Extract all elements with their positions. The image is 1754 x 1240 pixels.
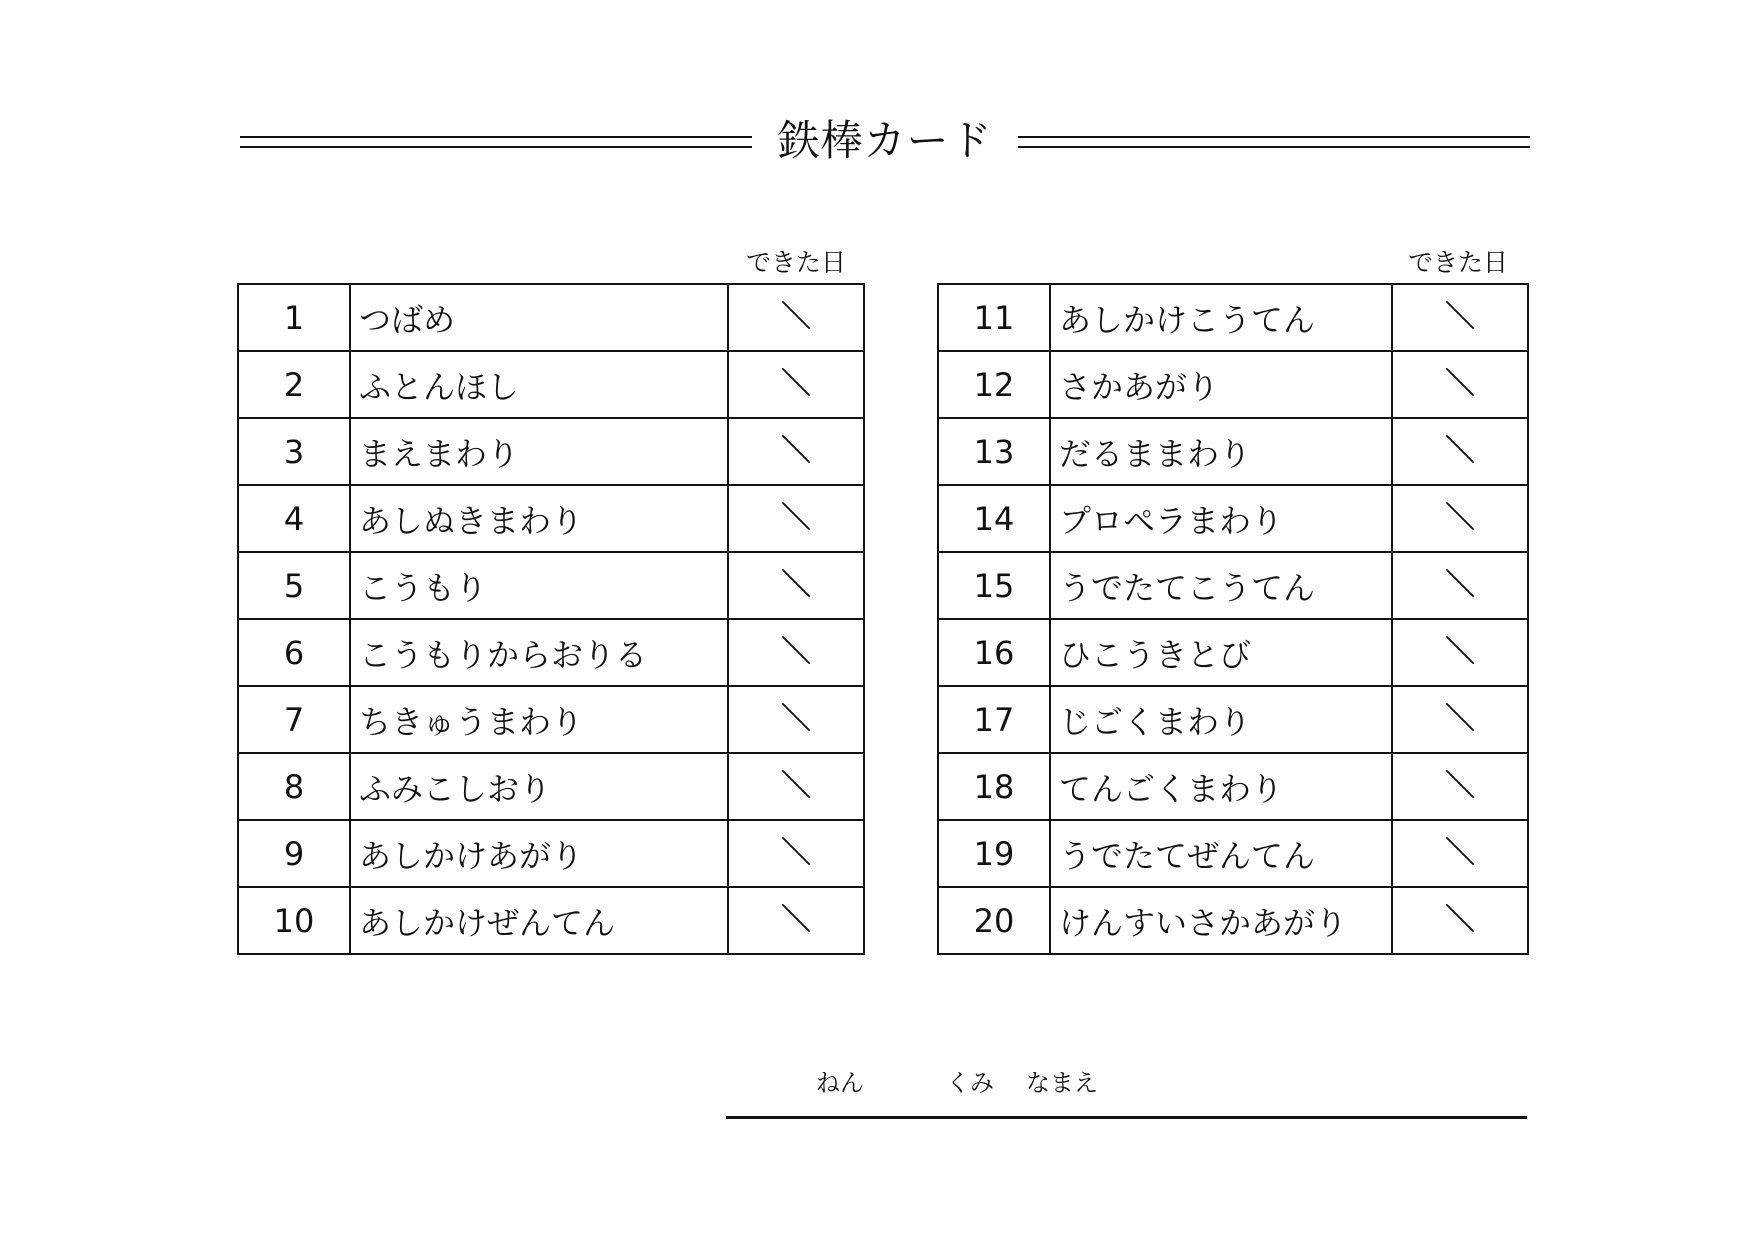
skill-name: けんすいさかあがり [1050,887,1392,954]
date-slash-icon [1446,904,1474,932]
skill-name: ひこうきとび [1050,619,1392,686]
date-slash-icon [782,569,810,597]
date-slash-icon [782,502,810,530]
skill-table-left [237,283,865,955]
table-row [938,485,1528,552]
table-row [938,753,1528,820]
skill-number: 8 [238,753,350,820]
date-slash-icon [782,435,810,463]
table-row [238,887,864,954]
date-slash-icon [1446,569,1474,597]
date-slash-icon [782,837,810,865]
title-double-rule-right [1018,136,1530,148]
date-cell[interactable] [728,686,864,753]
skill-name: あしかけこうてん [1050,284,1392,351]
skill-number: 19 [938,820,1050,887]
skill-name: こうもり [350,552,728,619]
date-slash-icon [1446,502,1474,530]
date-cell[interactable] [1392,820,1528,887]
table-row [938,686,1528,753]
date-slash-icon [1446,770,1474,798]
date-slash-icon [1446,368,1474,396]
date-slash-icon [782,301,810,329]
skill-number: 11 [938,284,1050,351]
skill-name: あしかけぜんてん [350,887,728,954]
table-row [938,619,1528,686]
year-label: ねん [816,1069,864,1097]
skill-name: じごくまわり [1050,686,1392,753]
date-slash-icon [782,636,810,664]
skill-name: あしぬきまわり [350,485,728,552]
skill-number: 16 [938,619,1050,686]
table-row [238,485,864,552]
table-row [938,351,1528,418]
date-slash-icon [1446,703,1474,731]
name-line[interactable] [726,1068,1527,1119]
skill-table-right [937,283,1529,955]
skill-number: 17 [938,686,1050,753]
skill-number: 10 [238,887,350,954]
skill-number: 2 [238,351,350,418]
skill-name: うでたてぜんてん [1050,820,1392,887]
date-cell[interactable] [728,284,864,351]
date-slash-icon [1446,301,1474,329]
date-cell[interactable] [728,753,864,820]
date-cell[interactable] [728,418,864,485]
skill-number: 7 [238,686,350,753]
date-cell[interactable] [1392,686,1528,753]
date-cell[interactable] [1392,753,1528,820]
skill-name: ふみこしおり [350,753,728,820]
skill-name: だるままわり [1050,418,1392,485]
skill-name: つばめ [350,284,728,351]
date-cell[interactable] [1392,552,1528,619]
date-slash-icon [1446,837,1474,865]
skill-number: 6 [238,619,350,686]
skill-number: 5 [238,552,350,619]
title-row [240,112,1530,172]
date-header-left: できた日 [746,248,847,277]
class-label: くみ [946,1069,994,1097]
date-cell[interactable] [1392,418,1528,485]
date-slash-icon [782,703,810,731]
date-cell[interactable] [1392,619,1528,686]
table-row [238,619,864,686]
date-slash-icon [1446,435,1474,463]
skill-name: ふとんほし [350,351,728,418]
date-cell[interactable] [728,351,864,418]
date-cell[interactable] [728,887,864,954]
table-row [938,552,1528,619]
skill-number: 18 [938,753,1050,820]
skill-number: 13 [938,418,1050,485]
skill-name: あしかけあがり [350,820,728,887]
skill-name: てんごくまわり [1050,753,1392,820]
date-cell[interactable] [1392,887,1528,954]
skill-number: 14 [938,485,1050,552]
date-slash-icon [1446,636,1474,664]
page-title: 鉄棒カード [777,116,993,165]
table-row [238,686,864,753]
table-row [238,753,864,820]
date-cell[interactable] [728,485,864,552]
table-row [938,418,1528,485]
skill-name: まえまわり [350,418,728,485]
date-cell[interactable] [728,820,864,887]
date-slash-icon [782,770,810,798]
skill-name: さかあがり [1050,351,1392,418]
date-cell[interactable] [1392,485,1528,552]
skill-name: ちきゅうまわり [350,686,728,753]
date-slash-icon [782,368,810,396]
skill-name: うでたてこうてん [1050,552,1392,619]
table-row [938,284,1528,351]
table-row [938,820,1528,887]
date-cell[interactable] [728,619,864,686]
name-label: なまえ [1026,1069,1098,1097]
date-cell[interactable] [1392,284,1528,351]
date-cell[interactable] [728,552,864,619]
skill-number: 1 [238,284,350,351]
skill-name: プロペラまわり [1050,485,1392,552]
skill-number: 15 [938,552,1050,619]
skill-number: 9 [238,820,350,887]
table-row [238,284,864,351]
date-header-right: できた日 [1408,248,1509,277]
skill-number: 20 [938,887,1050,954]
date-cell[interactable] [1392,351,1528,418]
skill-number: 12 [938,351,1050,418]
table-row [238,351,864,418]
skill-number: 4 [238,485,350,552]
table-row [238,418,864,485]
date-slash-icon [782,904,810,932]
table-row [938,887,1528,954]
table-row [238,552,864,619]
skill-number: 3 [238,418,350,485]
skill-name: こうもりからおりる [350,619,728,686]
table-row [238,820,864,887]
